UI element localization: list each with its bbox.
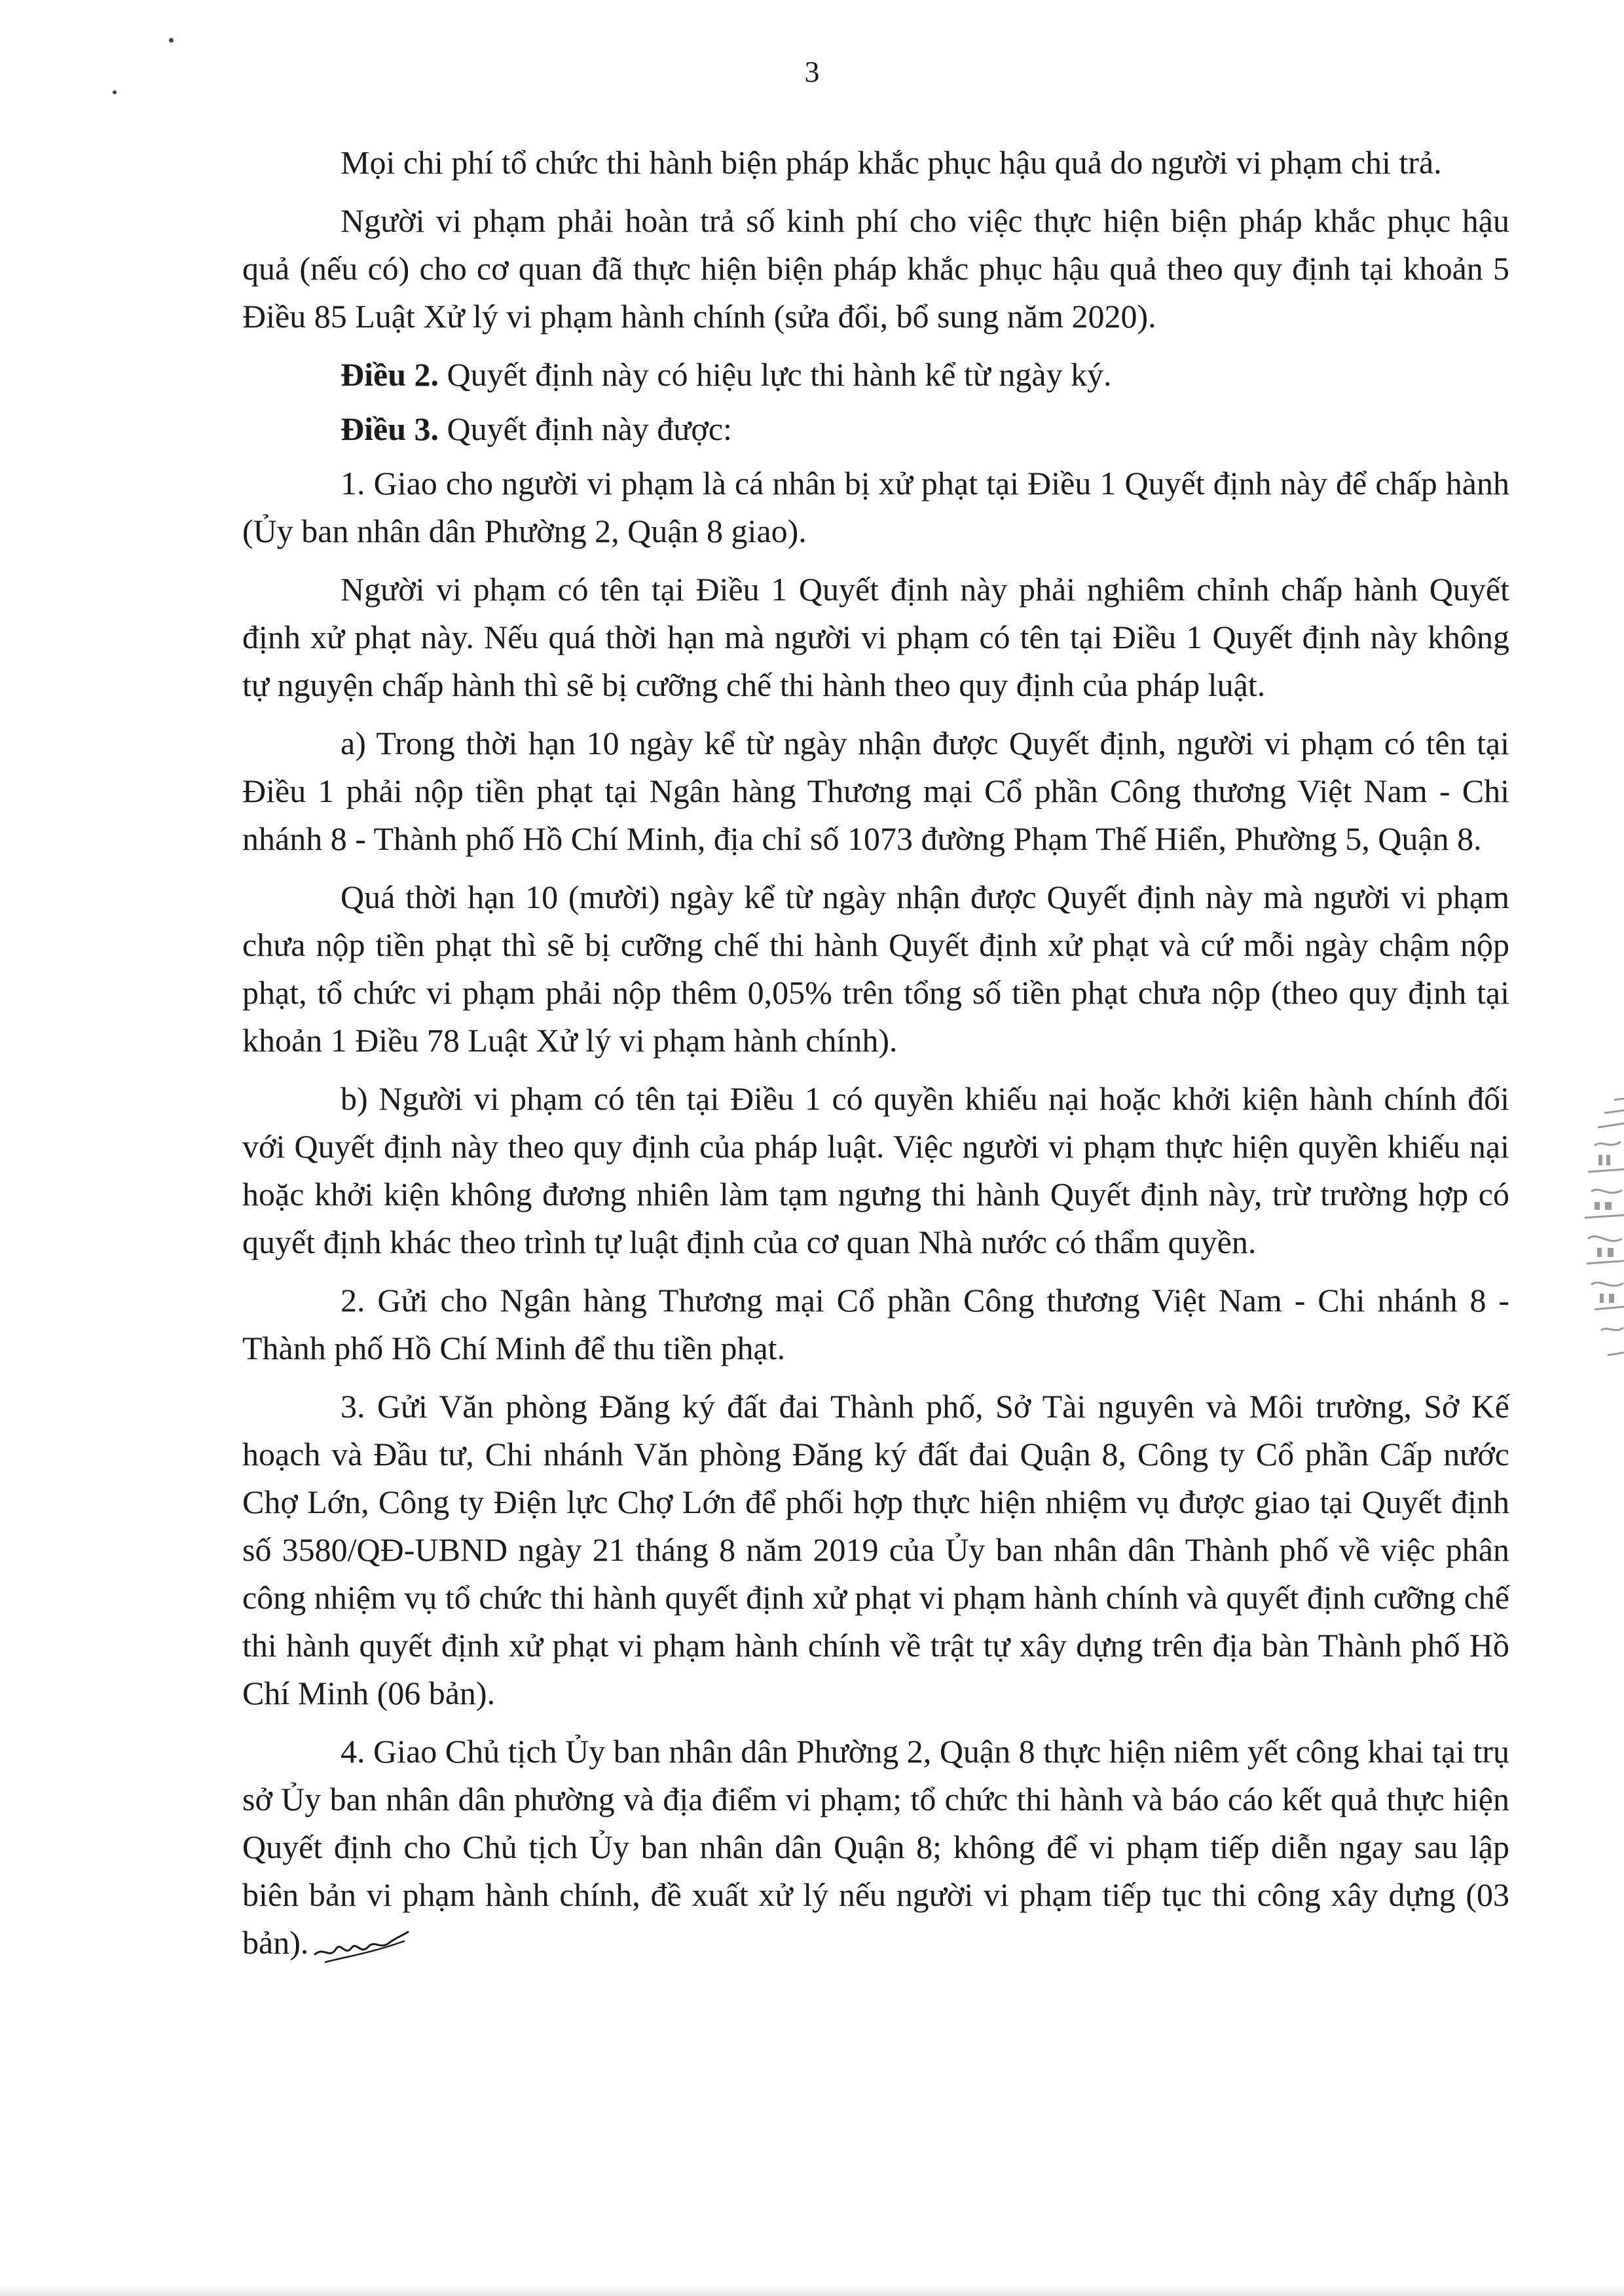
item-1: 1. Giao cho người vi phạm là cá nhân bị xử phạt tại Điều 1 Quyết định này để chấp hành (Ủy ban nhân dân Phường 2, Quận 8 giao).: [242, 465, 1509, 549]
article-2-text: Quyết định này có hiệu lực thi hành kể từ ngày ký.: [439, 356, 1112, 393]
paragraph-reimbursement: Người vi phạm phải hoàn trả số kinh phí cho việc thực hiện biện pháp khắc phục hậu quả (nếu có) cho cơ quan đã thực hiện biện pháp khắc phục hậu quả theo quy định tại khoản 5 Điều 85 Luật Xử lý vi phạm hành chính (sửa đổi, bổ sung năm 2020).: [242, 202, 1509, 335]
article-3-label: Điều 3.: [341, 410, 439, 447]
scan-speck: [169, 38, 174, 43]
item-1-b: b) Người vi phạm có tên tại Điều 1 có quyền khiếu nại hoặc khởi kiện hành chính đối với Quyết định này theo quy định của pháp luật. Việc người vi phạm thực hiện quyền khiếu nại hoặc khởi kiện không đương nhiên làm tạm ngưng thi hành Quyết định này, trừ trường hợp có quyết định khác theo trình tự luật định của cơ quan Nhà nước có thẩm quyền.: [242, 1080, 1509, 1260]
page-number: 3: [804, 55, 820, 88]
article-2-label: Điều 2.: [341, 356, 439, 393]
seal-stamp-edge: [1568, 1087, 1624, 1381]
article-3: [242, 405, 1509, 453]
paragraph-costs: Mọi chi phí tổ chức thi hành biện pháp khắc phục hậu quả do người vi phạm chi trả.: [341, 144, 1442, 181]
item-1-a: a) Trong thời hạn 10 ngày kể từ ngày nhận được Quyết định, người vi phạm có tên tại Điều 1 phải nộp tiền phạt tại Ngân hàng Thương mại Cổ phần Công thương Việt Nam - Chi nhánh 8 - Thành phố Hồ Chí Minh, địa chỉ số 1073 đường Phạm Thế Hiển, Phường 5, Quận 8.: [242, 725, 1509, 857]
item-1-compliance: Người vi phạm có tên tại Điều 1 Quyết định này phải nghiêm chỉnh chấp hành Quyết định xử phạt này. Nếu quá thời hạn mà người vi phạm có tên tại Điều 1 Quyết định này không tự nguyện chấp hành thì sẽ bị cưỡng chế thi hành theo quy định của pháp luật.: [242, 571, 1509, 703]
item-4-text: 4. Giao Chủ tịch Ủy ban nhân dân Phường 2, Quận 8 thực hiện niêm yết công khai tại trụ sở Ủy ban nhân dân phường và địa điểm vi phạm; tổ chức thi hành và báo cáo kết quả thực hiện Quyết định cho Chủ tịch Ủy ban nhân dân Quận 8; không để vi phạm tiếp diễn ngay sau lập biên bản vi phạm hành chính, đề xuất xử lý nếu người vi phạm tiếp tục thi công xây dựng (03 bản).: [242, 1733, 1509, 1961]
item-4: [242, 1728, 1509, 1967]
item-2: 2. Gửi cho Ngân hàng Thương mại Cổ phần Công thương Việt Nam - Chi nhánh 8 - Thành phố Hồ Chí Minh để thu tiền phạt.: [242, 1282, 1509, 1366]
scan-bottom-edge: [0, 2285, 1624, 2296]
item-3: 3. Gửi Văn phòng Đăng ký đất đai Thành phố, Sở Tài nguyên và Môi trường, Sở Kế hoạch và Đầu tư, Chi nhánh Văn phòng Đăng ký đất đai Quận 8, Công ty Cổ phần Cấp nước Chợ Lớn, Công ty Điện lực Chợ Lớn để phối hợp thực hiện nhiệm vụ được giao tại Quyết định số 3580/QĐ-UBND ngày 21 tháng 8 năm 2019 của Ủy ban nhân dân Thành phố về việc phân công nhiệm vụ tổ chức thi hành quyết định xử phạt vi phạm hành chính và quyết định cưỡng chế thi hành quyết định xử phạt vi phạm hành chính về trật tự xây dựng trên địa bàn Thành phố Hồ Chí Minh (06 bản).: [242, 1388, 1509, 1711]
item-1-a-overdue: Quá thời hạn 10 (mười) ngày kể từ ngày nhận được Quyết định này mà người vi phạm chưa nộp tiền phạt thì sẽ bị cưỡng chế thi hành Quyết định xử phạt và cứ mỗi ngày chậm nộp phạt, tổ chức vi phạm phải nộp thêm 0,05% trên tổng số tiền phạt chưa nộp (theo quy định tại khoản 1 Điều 78 Luật Xử lý vi phạm hành chính).: [242, 879, 1509, 1059]
article-2: [242, 351, 1509, 399]
initials-signature: [312, 1927, 411, 1966]
article-3-text: Quyết định này được:: [439, 410, 732, 447]
document-body: [242, 139, 1509, 1977]
